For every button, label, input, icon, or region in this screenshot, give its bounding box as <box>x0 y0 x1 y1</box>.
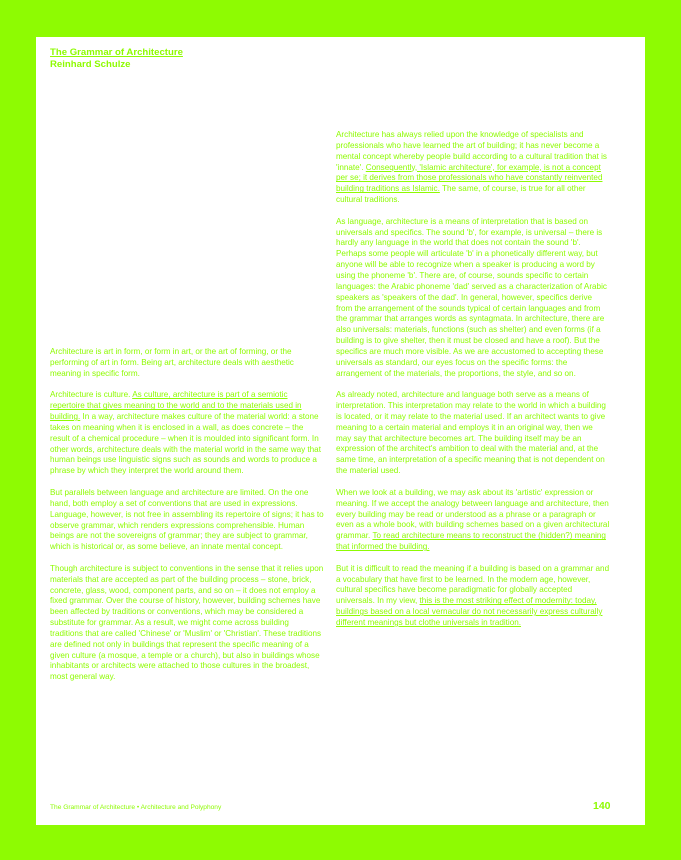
underlined-passage: To read architecture means to reconstruct the (hidden?) meaning that informed the building. <box>336 531 606 552</box>
underlined-passage: Consequently, 'Islamic architecture', for example, is not a concept per se; it derives from those professionals who have constantly reinvented building traditions as Islamic. <box>336 162 603 194</box>
paragraph: As already noted, architecture and language both serve as a means of interpretation. This interpretation may relate to the world in which a building is located, or it may relate to the material used. If an architect wants to give meaning to a certain material and employs it in an original way, then we may say that architecture becomes art. The building itself may be an expression of the architect's ambition to deal with the material and, at the same time, an interpretation of a specific meaning that is not dependent on the material used. <box>336 390 606 476</box>
article-author: Reinhard Schulze <box>50 59 131 70</box>
paragraph-text: When we look at a building, we may ask about its 'artistic' expression or meaning. If we accept the analogy between language and architecture, then every building may be read or understood as a phrase or a paragraph or even as a whole book, with building schemes based on a given architectural grammar. <box>336 487 610 541</box>
right-column <box>336 130 610 640</box>
paragraph <box>336 488 610 553</box>
footer-running-title: The Grammar of Architecture • Architecture and Polyphony <box>50 804 222 811</box>
paragraph: As language, architecture is a means of interpretation that is based on universals and specifics. The sound 'b', for example, is universal – there is hardly any language in the world that does not contain the sound 'b'. Perhaps some people will articulate 'b' in a phonetically different way, but anyone will be able to recognize when a speaker is producing a word by using the phoneme 'b'. There are, of course, sounds specific to certain languages: the Arabic phoneme 'dad' served as a characterization of Arabic speakers as 'speakers of the dad'. In general, however, specifics derive from the arrangement of the sounds typical of certain languages and from the grammar that arranges words as syntagmata. In architecture, there are also universals: materials, functions (such as shelter) and even forms (if a building is to give shelter, then it must be closed and have a roof). But the specifics are much more visible. As we are accustomed to accepting these universals as standard, our eyes focus on the specific forms: the arrangement of the materials, the proportions, the style, and so on. <box>336 216 607 378</box>
left-column <box>50 347 324 694</box>
title-block <box>50 47 183 71</box>
underlined-passage: this is the most striking effect of modernity: today, buildings based on a local vernacular do not necessarily express culturally different meanings but clothe universals in tradition. <box>336 596 603 627</box>
page-number: 140 <box>593 800 611 812</box>
underlined-passage: As culture, architecture is part of a semiotic repertoire that gives meaning to the world and to the materials used in building. <box>50 390 302 422</box>
paragraph <box>336 564 610 629</box>
paragraph-text: The same, of course, is true for all other cultural traditions. <box>336 184 586 205</box>
paragraph <box>50 390 324 477</box>
paragraph: Architecture is art in form, or form in art, or the art of forming, or the performing of art in form. Being art, architecture deals with aesthetic meaning in specific form. <box>50 347 294 378</box>
paragraph-text: In a way, architecture makes culture of the material world: a stone takes on meaning when it is enclosed in a wall, as does concrete – the result of a chemical procedure – when it is moulded into significant form. In other words, architecture deals with the material world in the same way that human beings use linguistic signs such as sounds and words to produce a phrase by which they interpret the world around them. <box>50 412 321 476</box>
paragraph-text: Architecture is culture. <box>50 390 133 400</box>
paragraph <box>336 130 610 206</box>
paragraph-text: But it is difficult to read the meaning if a building is based on a grammar and a vocabulary that have first to be learned. In the modern age, however, cultural specifics have become paradigmatic for globally accepted universals. In my view, <box>336 563 610 606</box>
paragraph: But parallels between language and architecture are limited. On the one hand, both employ a set of conventions that are used in expressions. Language, however, is not free in assembling its repertoire of signs; it has to observe grammar, which renders expressions comprehensible. Human beings are not the sovereigns of grammar; they are subject to grammar, which is historical or, as some believe, an innate mental concept. <box>50 487 324 552</box>
paragraph-text: Architecture has always relied upon the knowledge of specialists and professionals who have learned the art of building; it has never become a mental concept whereby people build according to a cultural tradition that is 'innate'. <box>336 130 607 172</box>
paragraph: Though architecture is subject to conventions in the sense that it relies upon materials that are accepted as part of the building process – stone, brick, concrete, glass, wood, component parts, and so on – it does not employ a fixed grammar. Over the course of history, however, building schemes have been affected by traditions or conventions, which may be considered a substitute for grammar. As a result, we might come across building traditions that are called 'Chinese' or 'Muslim' or 'Christian'. These traditions are defined not only in buildings that represent the specific meaning of a given culture (a mosque, a temple or a church), but also in buildings whose inhabitants or architects were attached to those cultures in the broadest, most general way. <box>50 563 324 682</box>
article-title: The Grammar of Architecture <box>50 47 183 58</box>
